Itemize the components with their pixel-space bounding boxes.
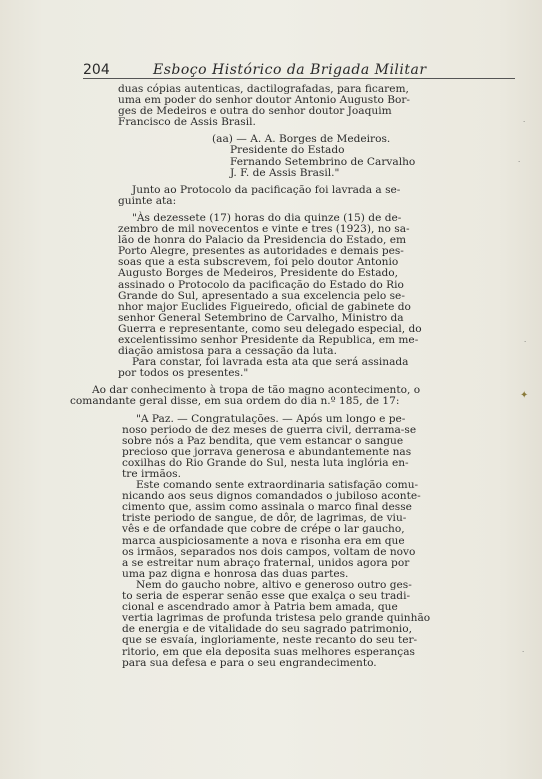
paper-speck: · xyxy=(522,648,525,656)
running-title: Esboço Histórico da Brigada Militar xyxy=(153,62,427,78)
paragraph-protocol xyxy=(118,185,514,207)
text-line: nhor major Euclides Figueiredo, oficial de gabinete do xyxy=(118,300,411,313)
signature-line: Fernando Setembrino de Carvalho xyxy=(230,155,416,168)
text-line: senhor General Setembrino de Carvalho, Ministro da xyxy=(118,311,404,324)
text-line: guinte ata: xyxy=(118,194,177,207)
body-text xyxy=(70,84,520,669)
text-line: Para constar, foi lavrada esta ata que será assinada xyxy=(132,356,409,369)
text-line: precioso que jorrava generosa e abundantemente nas xyxy=(122,445,412,458)
text-line: coxilhas do Rio Grande do Sul, nesta luta inglória en- xyxy=(122,456,409,469)
paragraph-copies xyxy=(118,84,514,128)
text-line: por todos os presentes." xyxy=(118,367,249,380)
text-line: sobre nós a Paz bendita, que vem estancar o sangue xyxy=(122,434,404,447)
text-line: tre irmãos. xyxy=(122,468,181,480)
text-line: Nem do gaucho nobre, altivo e generoso outro ges- xyxy=(136,578,412,591)
text-line: Grande do Sul, apresentado a sua excelencia pelo se- xyxy=(118,289,405,302)
text-line: Augusto Borges de Medeiros, Presidente do Estado, xyxy=(118,267,399,280)
paper-speck: ✦ xyxy=(520,390,529,401)
text-line: para sua defesa e para o seu engrandecimento. xyxy=(122,656,377,669)
signature-line: Presidente do Estado xyxy=(230,144,345,157)
text-line: vês e de orfandade que cobre de crépe o lar gaucho, xyxy=(122,523,405,536)
text-line: cimento que, assim como assinala o marco final desse xyxy=(122,501,412,514)
text-line: uma paz digna e honrosa das duas partes. xyxy=(122,567,349,580)
text-line: noso periodo de dez meses de guerra civil, derrama-se xyxy=(122,423,417,436)
text-line: ges de Medeiros e outra do senhor doutor Joaquim xyxy=(118,105,392,118)
signature-block xyxy=(212,134,520,178)
text-line: a se estreitar num abraço fraternal, unidos agora por xyxy=(122,556,410,569)
text-line: soas que a esta subscrevem, foi pelo doutor Antonio xyxy=(118,256,399,269)
text-line: Porto Alegre, presentes as autoridades e demais pes- xyxy=(118,245,404,258)
text-line: comandante geral disse, em sua ordem do dia n.º 185, de 17: xyxy=(70,395,400,408)
text-line: "Às dezessete (17) horas do dia quinze (15) de de- xyxy=(132,211,402,224)
text-line: to seria de esperar senão esse que exalça o seu tradi- xyxy=(122,590,411,603)
signature-line: (aa) — A. A. Borges de Medeiros. xyxy=(212,133,391,146)
text-line: duas cópias autenticas, dactilografadas, para ficarem, xyxy=(118,83,409,95)
text-line: triste periodo de sangue, de dôr, de lagrimas, de viu- xyxy=(122,512,407,525)
paragraph-ata xyxy=(118,213,514,379)
text-line: zembro de mil novecentos e vinte e tres (1923), no sa- xyxy=(118,223,410,236)
text-line: Este comando sente extraordinaria satisfação comu- xyxy=(136,479,419,492)
paragraph-order-intro xyxy=(70,385,520,407)
text-line: ritorio, em que ela deposita suas melhores esperanças xyxy=(122,645,415,658)
paper-speck: · xyxy=(524,338,527,346)
text-line: marca auspiciosamente a nova e risonha era em que xyxy=(122,534,405,547)
text-line: de energia e de vitalidade do seu sagrado patrimonio, xyxy=(122,623,413,636)
page-header xyxy=(83,62,515,79)
text-line: diação amistosa para a cessação da luta. xyxy=(118,345,337,358)
text-line: Francisco de Assis Brasil. xyxy=(118,116,256,129)
paragraph-peace xyxy=(122,414,516,669)
text-line: que se esvaía, ingloriamente, neste recanto do seu ter- xyxy=(122,634,418,647)
text-line: nicando aos seus dignos comandados o jubiloso aconte- xyxy=(122,490,421,503)
paper-speck: · xyxy=(523,118,526,126)
text-line: Ao dar conhecimento à tropa de tão magno acontecimento, o xyxy=(92,384,421,397)
text-line: Guerra e representante, como seu delegado especial, do xyxy=(118,322,422,335)
text-line: excelentissimo senhor Presidente da Republica, em me- xyxy=(118,333,419,346)
signature-line: J. F. de Assis Brasil." xyxy=(230,166,340,179)
paper-speck: · xyxy=(518,158,521,166)
text-line: assinado o Protocolo da pacificação do Estado do Rio xyxy=(118,278,404,291)
text-line: Junto ao Protocolo da pacificação foi lavrada a se- xyxy=(132,183,401,196)
text-line: "A Paz. — Congratulações. — Após um longo e pe- xyxy=(136,412,406,425)
text-line: os irmãos, separados nos dois campos, voltam de novo xyxy=(122,545,416,558)
text-line: cional e ascendrado amor à Patria bem amada, que xyxy=(122,601,398,614)
page-number: 204 xyxy=(83,62,110,78)
text-line: vertia lagrimas de profunda tristesa pelo grande quinhão xyxy=(122,612,431,625)
text-line: uma em poder do senhor doutor Antonio Augusto Bor- xyxy=(118,94,411,107)
text-line: lão de honra do Palacio da Presidencia do Estado, em xyxy=(118,234,407,247)
